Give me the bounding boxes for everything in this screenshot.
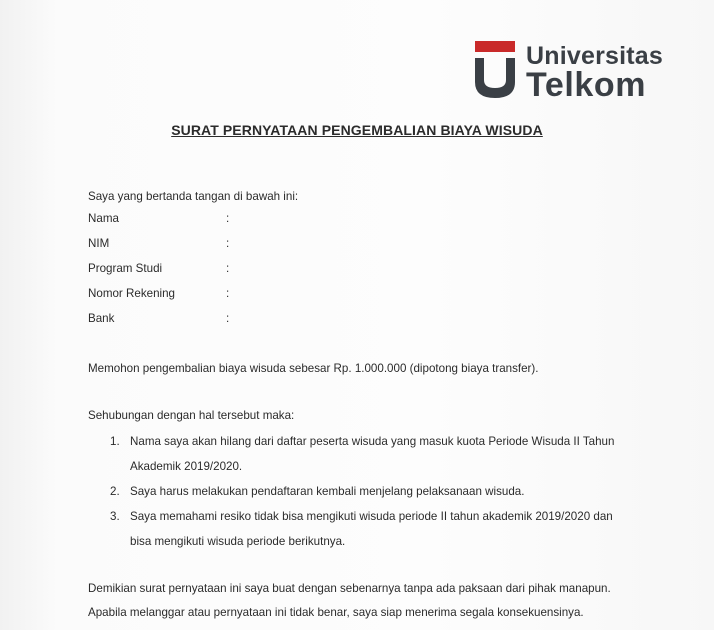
telkom-emblem-icon (472, 38, 522, 102)
list-item-line: bisa mengikuti wisuda periode berikutnya. (130, 535, 346, 548)
field-colon-nama: : (226, 212, 230, 225)
field-colon-nim: : (226, 237, 230, 250)
letter-title: SURAT PERNYATAAN PENGEMBALIAN BIAYA WISUDA (171, 122, 543, 138)
list-item-line: Akademik 2019/2020. (130, 460, 243, 473)
field-label-nomor-rekening: Nomor Rekening (88, 287, 175, 300)
logo-text-universitas: Universitas (526, 42, 663, 70)
consequence-intro: Sehubungan dengan hal tersebut maka: (88, 409, 295, 422)
logo-text-telkom: Telkom (526, 66, 647, 104)
list-item-number: 1. (110, 435, 120, 448)
request-text: Memohon pengembalian biaya wisuda sebesar Rp. 1.000.000 (dipotong biaya transfer). (88, 362, 539, 375)
closing-line: Apabila melanggar atau pernyataan ini tidak benar, saya siap menerima segala konsekuensinya. (88, 606, 584, 619)
list-item-number: 3. (110, 510, 120, 523)
intro-text: Saya yang bertanda tangan di bawah ini: (88, 190, 299, 203)
field-colon-bank: : (226, 312, 230, 325)
field-label-bank: Bank (88, 312, 115, 325)
field-colon-nomor-rekening: : (226, 287, 230, 300)
closing-line: Demikian surat pernyataan ini saya buat dengan sebenarnya tanpa ada paksaan dari pihak manapun. (88, 582, 611, 595)
field-colon-program-studi: : (226, 262, 230, 275)
list-item-line: Saya memahami resiko tidak bisa mengikuti wisuda periode II tahun akademik 2019/2020 dan (130, 510, 613, 523)
field-label-nim: NIM (88, 237, 110, 250)
university-logo (472, 38, 662, 102)
list-item-number: 2. (110, 485, 120, 498)
field-label-program-studi: Program Studi (88, 262, 163, 275)
field-label-nama: Nama (88, 212, 119, 225)
list-item-line: Saya harus melakukan pendaftaran kembali menjelang pelaksanaan wisuda. (130, 485, 525, 498)
list-item-line: Nama saya akan hilang dari daftar peserta wisuda yang masuk kuota Periode Wisuda II Tahun (130, 435, 615, 448)
